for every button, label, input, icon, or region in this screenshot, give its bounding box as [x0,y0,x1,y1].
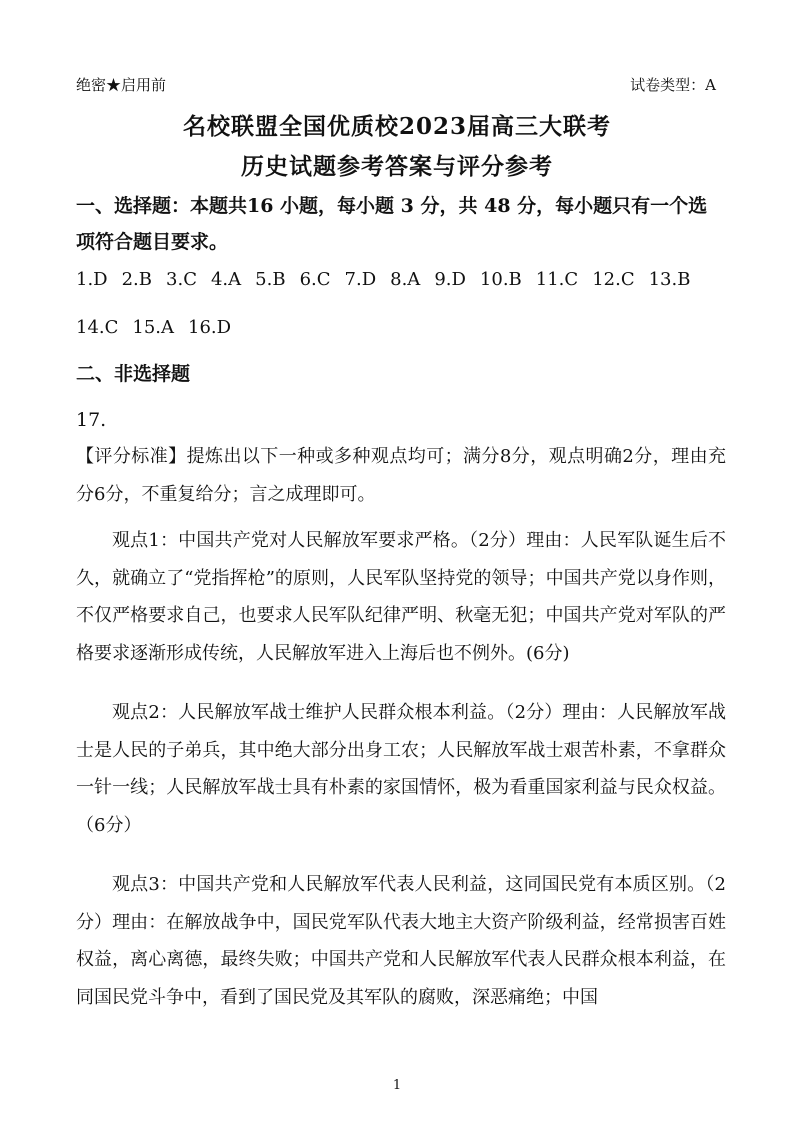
answer-item: 6.C [299,269,331,290]
scoring-criteria [76,438,726,513]
viewpoint-3 [76,866,726,1016]
answer-item: 2.B [121,269,153,290]
answer-item: 15.A [132,317,175,338]
answer-item: 16.D [188,317,232,338]
answer-item: 10.B [479,269,522,290]
confidential-label: 绝密★启用前 [76,76,167,94]
criteria-paragraph: 【评分标准】提炼出以下一种或多种观点均可；满分8分，观点明确2分，理由充分6分，不重复给分；言之成理即可。 [76,446,726,505]
answer-item: 8.A [390,269,421,290]
section2-heading: 二、非选择题 [76,363,191,385]
viewpoint-2-text: 观点2：人民解放军战士维护人民群众根本利益。（2分）理由：人民解放军战士是人民的子弟兵，其中绝大部分出身工农；人民解放军战士艰苦朴素，不拿群众一针一线；人民解放军战士具有朴素的家国情怀，极为看重国家利益与民众权益。（6分） [76,702,726,836]
viewpoint-1-text: 观点1：中国共产党对人民解放军要求严格。（2分）理由：人民军队诞生后不久，就确立了“党指挥枪”的原则，人民军队坚持党的领导；中国共产党以身作则，不仅严格要求自己，也要求人民军队纪律严明、秋毫无犯；中国共产党对军队的严格要求逐渐形成传统，人民解放军进入上海后也不例外。(6分) [76,530,726,664]
answer-item: 14.C [76,317,119,338]
answer-item: 1.D [76,269,108,290]
section1-heading: 一、选择题：本题共16 小题，每小题 3 分，共 48 分，每小题只有一个选项符合题目要求。 [76,195,708,253]
exam-title: 名校联盟全国优质校2023届高三大联考 [182,113,611,140]
viewpoint-3-text: 观点3：中国共产党和人民解放军代表人民利益，这同国民党有本质区别。（2分）理由：在解放战争中，国民党军队代表大地主大资产阶级利益，经常损害百姓权益，离心离德，最终失败；中国共产党和人民解放军代表人民群众根本利益，在同国民党斗争中，看到了国民党及其军队的腐败，深恶痛绝；中国 [76,874,726,1008]
answer-item: 13.B [648,269,691,290]
answer-item: 7.D [344,269,377,290]
answers-row-1 [76,262,736,298]
viewpoint-1 [76,522,726,672]
exam-subtitle: 历史试题参考答案与评分参考 [241,153,553,180]
answer-item: 9.D [434,269,466,290]
answers-row-2 [76,310,736,346]
question-17-number: 17. [76,409,107,431]
answer-item: 11.C [535,269,579,290]
answer-item: 3.C [166,269,197,290]
viewpoint-2 [76,694,726,844]
paper-type-label: 试卷类型：A [630,76,716,94]
answer-item: 5.B [255,269,286,290]
answer-item: 4.A [210,269,242,290]
answer-item: 12.C [592,269,635,290]
page-number: 1 [392,1078,402,1093]
